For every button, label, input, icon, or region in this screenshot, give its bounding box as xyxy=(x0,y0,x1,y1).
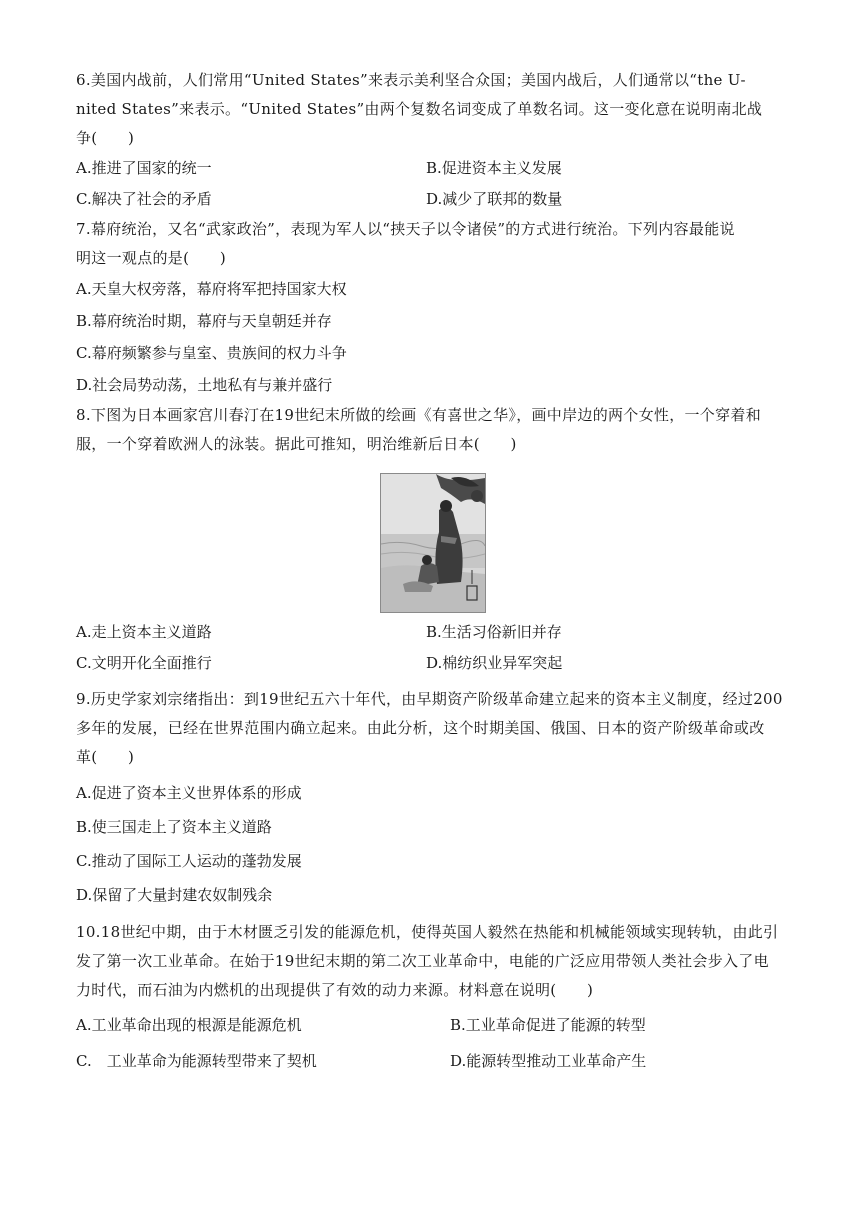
woodblock-print-image xyxy=(380,473,486,613)
question-6-options-row-1 xyxy=(76,153,806,184)
question-7-option-c[interactable]: C.幕府频繁参与皇室、贵族间的权力斗争 xyxy=(76,344,347,362)
question-10-line-2: 发了第一次工业革命。在始于19世纪末期的第二次工业革命中，电能的广泛应用带领人类社会步入了电 xyxy=(76,952,769,970)
question-9-option-a[interactable]: A.促进了资本主义世界体系的形成 xyxy=(76,784,302,802)
question-10-option-d[interactable]: D.能源转型推动工业革命产生 xyxy=(450,1052,647,1070)
question-8-options-row-2 xyxy=(76,648,806,679)
question-8-option-d[interactable]: D.棉纺织业异军突起 xyxy=(426,654,563,672)
question-6-line-3: 争( ) xyxy=(76,129,135,147)
question-10-options-row-1 xyxy=(76,1007,806,1043)
question-7-line-2: 明这一观点的是( ) xyxy=(76,249,227,267)
question-6 xyxy=(76,66,806,215)
question-6-option-c[interactable]: C.解决了社会的矛盾 xyxy=(76,190,212,208)
question-8-line-2: 服，一个穿着欧洲人的泳装。据此可推知，明治维新后日本( ) xyxy=(76,435,517,453)
question-7-option-b[interactable]: B.幕府统治时期，幕府与天皇朝廷并存 xyxy=(76,312,332,330)
question-10-line-1: 10.18世纪中期，由于木材匮乏引发的能源危机，使得英国人毅然在热能和机械能领域实现转轨，由此引 xyxy=(76,923,779,941)
question-6-option-d[interactable]: D.减少了联邦的数量 xyxy=(426,190,563,208)
question-9-line-1: 9.历史学家刘宗绪指出：到19世纪五六十年代，由早期资产阶级革命建立起来的资本主义制度，经过200 xyxy=(76,690,783,708)
question-6-options-row-2 xyxy=(76,184,806,215)
question-9-line-2: 多年的发展，已经在世界范围内确立起来。由此分析，这个时期美国、俄国、日本的资产阶级革命或改 xyxy=(76,719,765,737)
exam-page xyxy=(76,66,806,1079)
question-6-line-2: nited States”来表示。“United States”由两个复数名词变成了单数名词。这一变化意在说明南北战 xyxy=(76,100,763,118)
question-10-option-c[interactable]: C. 工业革命为能源转型带来了契机 xyxy=(76,1052,317,1070)
question-9-option-b[interactable]: B.使三国走上了资本主义道路 xyxy=(76,818,272,836)
question-7 xyxy=(76,215,806,401)
question-6-option-a[interactable]: A.推进了国家的统一 xyxy=(76,159,212,177)
question-10-options-row-2 xyxy=(76,1043,806,1079)
question-8-option-b[interactable]: B.生活习俗新旧并存 xyxy=(426,623,562,641)
question-7-option-d[interactable]: D.社会局势动荡，土地私有与兼并盛行 xyxy=(76,376,333,394)
question-6-option-b[interactable]: B.促进资本主义发展 xyxy=(426,159,562,177)
question-8-option-a[interactable]: A.走上资本主义道路 xyxy=(76,623,212,641)
question-10 xyxy=(76,918,806,1079)
painting-illustration xyxy=(381,474,485,612)
question-9 xyxy=(76,685,806,912)
question-8-figure-area xyxy=(76,459,806,617)
question-8-options-row-1 xyxy=(76,617,806,648)
question-8-option-c[interactable]: C.文明开化全面推行 xyxy=(76,654,212,672)
question-8 xyxy=(76,401,806,679)
question-7-option-a[interactable]: A.天皇大权旁落，幕府将军把持国家大权 xyxy=(76,280,347,298)
question-10-line-3: 力时代，而石油为内燃机的出现提供了有效的动力来源。材料意在说明( ) xyxy=(76,981,594,999)
question-7-line-1: 7.幕府统治，又名“武家政治”，表现为军人以“挟天子以令诸侯”的方式进行统治。下列内容最能说 xyxy=(76,220,735,238)
question-9-option-d[interactable]: D.保留了大量封建农奴制残余 xyxy=(76,886,273,904)
question-10-option-a[interactable]: A.工业革命出现的根源是能源危机 xyxy=(76,1016,302,1034)
question-9-option-c[interactable]: C.推动了国际工人运动的蓬勃发展 xyxy=(76,852,302,870)
question-8-line-1: 8.下图为日本画家宫川春汀在19世纪末所做的绘画《有喜世之华》，画中岸边的两个女性，一个穿着和 xyxy=(76,406,762,424)
question-10-option-b[interactable]: B.工业革命促进了能源的转型 xyxy=(450,1016,646,1034)
question-9-line-3: 革( ) xyxy=(76,748,135,766)
question-6-line-1: 6.美国内战前，人们常用“United States”来表示美利坚合众国；美国内战后，人们通常以“the U- xyxy=(76,71,746,89)
